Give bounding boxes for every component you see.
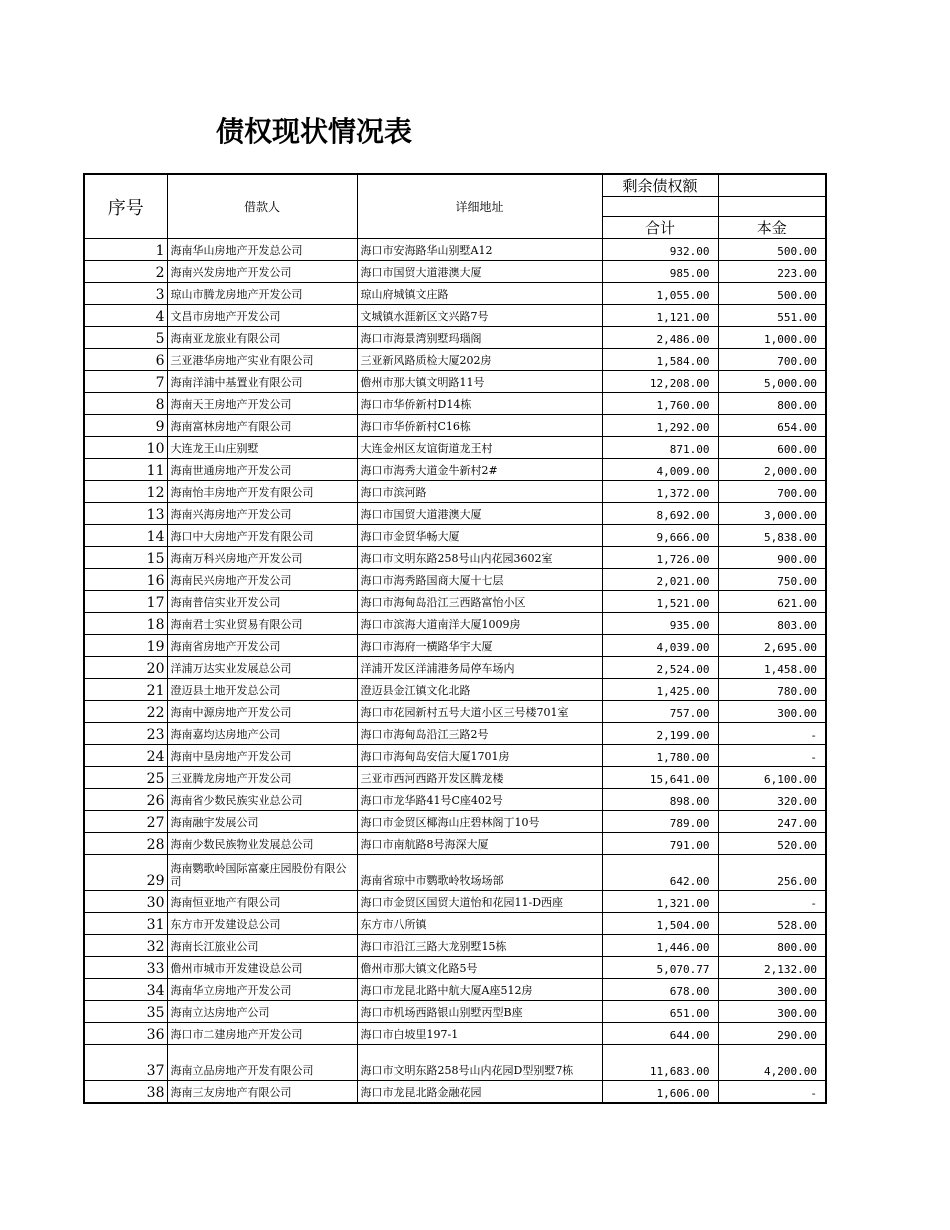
total-cell: 678.00 [602, 979, 718, 1001]
total-cell: 9,666.00 [602, 525, 718, 547]
table-row [84, 1045, 826, 1081]
page-title: 债权现状情况表 [215, 115, 412, 148]
table-row [84, 349, 826, 371]
borrower-cell: 海南民兴房地产开发公司 [167, 569, 357, 591]
header-remaining: 剩余债权额 [602, 174, 718, 197]
borrower-cell: 海南长江旅业公司 [167, 935, 357, 957]
row-number: 30 [84, 891, 167, 913]
row-number: 13 [84, 503, 167, 525]
address-cell: 海口市文明东路258号山内花园3602室 [357, 547, 602, 569]
principal-cell: - [718, 1081, 826, 1103]
borrower-cell: 海南天王房地产开发公司 [167, 393, 357, 415]
address-cell: 海口市国贸大道港澳大厦 [357, 261, 602, 283]
principal-cell: 2,132.00 [718, 957, 826, 979]
table-row [84, 833, 826, 855]
total-cell: 1,055.00 [602, 283, 718, 305]
header-principal: 本金 [718, 217, 826, 239]
row-number: 28 [84, 833, 167, 855]
table-row [84, 459, 826, 481]
row-number: 27 [84, 811, 167, 833]
total-cell: 12,208.00 [602, 371, 718, 393]
page-title-clip [82, 110, 412, 154]
address-cell: 海口市机场西路银山别墅丙型B座 [357, 1001, 602, 1023]
principal-cell: 4,200.00 [718, 1045, 826, 1081]
total-cell: 2,486.00 [602, 327, 718, 349]
borrower-cell: 三亚港华房地产实业有限公司 [167, 349, 357, 371]
row-number: 24 [84, 745, 167, 767]
table-row [84, 891, 826, 913]
table-row [84, 789, 826, 811]
principal-cell: 800.00 [718, 393, 826, 415]
row-number: 14 [84, 525, 167, 547]
principal-cell: 900.00 [718, 547, 826, 569]
table-header [84, 174, 826, 239]
table-row [84, 635, 826, 657]
header-total: 合计 [602, 217, 718, 239]
principal-cell: 2,695.00 [718, 635, 826, 657]
address-cell: 儋州市那大镇文明路11号 [357, 371, 602, 393]
principal-cell: 1,458.00 [718, 657, 826, 679]
principal-cell: 520.00 [718, 833, 826, 855]
principal-cell: - [718, 745, 826, 767]
borrower-cell: 海南富林房地产有限公司 [167, 415, 357, 437]
total-cell: 1,504.00 [602, 913, 718, 935]
borrower-cell: 海南世通房地产开发公司 [167, 459, 357, 481]
total-cell: 2,524.00 [602, 657, 718, 679]
borrower-cell: 海南亚龙旅业有限公司 [167, 327, 357, 349]
row-number: 8 [84, 393, 167, 415]
borrower-cell: 海南兴海房地产开发公司 [167, 503, 357, 525]
borrower-cell: 澄迈县土地开发总公司 [167, 679, 357, 701]
row-number: 23 [84, 723, 167, 745]
address-cell: 海口市海甸岛安信大厦1701房 [357, 745, 602, 767]
principal-cell: 5,838.00 [718, 525, 826, 547]
row-number: 33 [84, 957, 167, 979]
row-number: 11 [84, 459, 167, 481]
address-cell: 海口市滨河路 [357, 481, 602, 503]
row-number: 17 [84, 591, 167, 613]
borrower-cell: 东方市开发建设总公司 [167, 913, 357, 935]
principal-cell: 500.00 [718, 239, 826, 261]
row-number: 4 [84, 305, 167, 327]
borrower-cell: 海南普信实业开发公司 [167, 591, 357, 613]
table-row [84, 261, 826, 283]
borrower-cell: 海南三友房地产有限公司 [167, 1081, 357, 1103]
table-row [84, 613, 826, 635]
address-cell: 海口市金贸华畅大厦 [357, 525, 602, 547]
total-cell: 1,425.00 [602, 679, 718, 701]
row-number: 19 [84, 635, 167, 657]
row-number: 25 [84, 767, 167, 789]
borrower-cell: 海南立达房地产公司 [167, 1001, 357, 1023]
address-cell: 海口市华侨新村C16栋 [357, 415, 602, 437]
total-cell: 642.00 [602, 855, 718, 891]
borrower-cell: 海南恒亚地产有限公司 [167, 891, 357, 913]
table-row [84, 239, 826, 261]
table-row [84, 569, 826, 591]
total-cell: 651.00 [602, 1001, 718, 1023]
table-row [84, 547, 826, 569]
address-cell: 琼山府城镇文庄路 [357, 283, 602, 305]
table-row [84, 657, 826, 679]
borrower-cell: 三亚腾龙房地产开发公司 [167, 767, 357, 789]
principal-cell: 621.00 [718, 591, 826, 613]
total-cell: 4,039.00 [602, 635, 718, 657]
header-blank-3 [718, 197, 826, 217]
table-row [84, 855, 826, 891]
address-cell: 海口市海秀路国商大厦十七层 [357, 569, 602, 591]
address-cell: 海口市白坡里197-1 [357, 1023, 602, 1045]
principal-cell: 750.00 [718, 569, 826, 591]
borrower-cell: 海南万科兴房地产开发公司 [167, 547, 357, 569]
total-cell: 1,446.00 [602, 935, 718, 957]
borrower-cell: 文昌市房地产开发公司 [167, 305, 357, 327]
table-row [84, 979, 826, 1001]
total-cell: 1,780.00 [602, 745, 718, 767]
total-cell: 5,070.77 [602, 957, 718, 979]
address-cell: 海口市龙华路41号C座402号 [357, 789, 602, 811]
row-number: 22 [84, 701, 167, 723]
table-row [84, 393, 826, 415]
total-cell: 985.00 [602, 261, 718, 283]
total-cell: 1,760.00 [602, 393, 718, 415]
table-row [84, 767, 826, 789]
address-cell: 海口市国贸大道港澳大厦 [357, 503, 602, 525]
table-row [84, 723, 826, 745]
address-cell: 澄迈县金江镇文化北路 [357, 679, 602, 701]
address-cell: 儋州市那大镇文化路5号 [357, 957, 602, 979]
total-cell: 1,584.00 [602, 349, 718, 371]
address-cell: 海口市华侨新村D14栋 [357, 393, 602, 415]
principal-cell: 528.00 [718, 913, 826, 935]
address-cell: 海口市金贸区椰海山庄碧林阁丁10号 [357, 811, 602, 833]
principal-cell: 320.00 [718, 789, 826, 811]
row-number: 29 [84, 855, 167, 891]
address-cell: 海口市龙昆北路中航大厦A座512房 [357, 979, 602, 1001]
row-number: 37 [84, 1045, 167, 1081]
borrower-cell: 海南鹦歌岭国际富豪庄园股份有限公司 [167, 855, 357, 891]
address-cell: 三亚市西河西路开发区腾龙楼 [357, 767, 602, 789]
total-cell: 1,606.00 [602, 1081, 718, 1103]
total-cell: 898.00 [602, 789, 718, 811]
principal-cell: 223.00 [718, 261, 826, 283]
header-blank-2 [602, 197, 718, 217]
principal-cell: - [718, 723, 826, 745]
total-cell: 789.00 [602, 811, 718, 833]
principal-cell: 6,100.00 [718, 767, 826, 789]
address-cell: 东方市八所镇 [357, 913, 602, 935]
table-body [84, 239, 826, 1103]
borrower-cell: 海南兴发房地产开发公司 [167, 261, 357, 283]
total-cell: 757.00 [602, 701, 718, 723]
principal-cell: 1,000.00 [718, 327, 826, 349]
table-row [84, 481, 826, 503]
borrower-cell: 海南华立房地产开发公司 [167, 979, 357, 1001]
principal-cell: 654.00 [718, 415, 826, 437]
borrower-cell: 海南君士实业贸易有限公司 [167, 613, 357, 635]
total-cell: 1,521.00 [602, 591, 718, 613]
address-cell: 海口市海景湾别墅玛瑙阁 [357, 327, 602, 349]
table-row [84, 935, 826, 957]
address-cell: 海口市花园新村五号大道小区三号楼701室 [357, 701, 602, 723]
total-cell: 871.00 [602, 437, 718, 459]
row-number: 9 [84, 415, 167, 437]
table-row [84, 745, 826, 767]
principal-cell: 300.00 [718, 1001, 826, 1023]
total-cell: 2,199.00 [602, 723, 718, 745]
table-row [84, 415, 826, 437]
borrower-cell: 海南省少数民族实业总公司 [167, 789, 357, 811]
principal-cell: 5,000.00 [718, 371, 826, 393]
address-cell: 海口市金贸区国贸大道怡和花园11-D西座 [357, 891, 602, 913]
principal-cell: 803.00 [718, 613, 826, 635]
borrower-cell: 海南怡丰房地产开发有限公司 [167, 481, 357, 503]
table-row [84, 957, 826, 979]
address-cell: 大连金州区友谊街道龙王村 [357, 437, 602, 459]
row-number: 2 [84, 261, 167, 283]
borrower-cell: 海南洋浦中基置业有限公司 [167, 371, 357, 393]
address-cell: 海口市海府一横路华宇大厦 [357, 635, 602, 657]
header-address: 详细地址 [357, 174, 602, 239]
borrower-cell: 海口中大房地产开发有限公司 [167, 525, 357, 547]
row-number: 32 [84, 935, 167, 957]
principal-cell: 800.00 [718, 935, 826, 957]
row-number: 21 [84, 679, 167, 701]
row-number: 38 [84, 1081, 167, 1103]
table-row [84, 525, 826, 547]
address-cell: 海口市沿江三路大龙别墅15栋 [357, 935, 602, 957]
address-cell: 洋浦开发区洋浦港务局停车场内 [357, 657, 602, 679]
principal-cell: - [718, 891, 826, 913]
table-row [84, 1001, 826, 1023]
address-cell: 海口市滨海大道南洋大厦1009房 [357, 613, 602, 635]
borrower-cell: 海南华山房地产开发总公司 [167, 239, 357, 261]
table-row [84, 811, 826, 833]
row-number: 35 [84, 1001, 167, 1023]
address-cell: 三亚新风路质检大厦202房 [357, 349, 602, 371]
header-borrower: 借款人 [167, 174, 357, 239]
row-number: 20 [84, 657, 167, 679]
total-cell: 644.00 [602, 1023, 718, 1045]
row-number: 10 [84, 437, 167, 459]
table-row [84, 679, 826, 701]
borrower-cell: 海南融宇发展公司 [167, 811, 357, 833]
row-number: 15 [84, 547, 167, 569]
borrower-cell: 琼山市腾龙房地产开发公司 [167, 283, 357, 305]
principal-cell: 3,000.00 [718, 503, 826, 525]
address-cell: 海口市南航路8号海深大厦 [357, 833, 602, 855]
borrower-cell: 海南省房地产开发公司 [167, 635, 357, 657]
principal-cell: 256.00 [718, 855, 826, 891]
row-number: 16 [84, 569, 167, 591]
address-cell: 海口市安海路华山别墅A12 [357, 239, 602, 261]
principal-cell: 290.00 [718, 1023, 826, 1045]
borrower-cell: 大连龙王山庄别墅 [167, 437, 357, 459]
borrower-cell: 海南中垦房地产开发公司 [167, 745, 357, 767]
principal-cell: 600.00 [718, 437, 826, 459]
borrower-cell: 海南中源房地产开发公司 [167, 701, 357, 723]
total-cell: 8,692.00 [602, 503, 718, 525]
row-number: 18 [84, 613, 167, 635]
debt-table [83, 173, 827, 1104]
address-cell: 海南省琼中市鹦歌岭牧场场部 [357, 855, 602, 891]
borrower-cell: 海南立品房地产开发有限公司 [167, 1045, 357, 1081]
row-number: 6 [84, 349, 167, 371]
principal-cell: 700.00 [718, 481, 826, 503]
table-row [84, 1081, 826, 1103]
row-number: 31 [84, 913, 167, 935]
borrower-cell: 儋州市城市开发建设总公司 [167, 957, 357, 979]
total-cell: 15,641.00 [602, 767, 718, 789]
principal-cell: 700.00 [718, 349, 826, 371]
table-row [84, 283, 826, 305]
header-blank-1 [718, 174, 826, 197]
principal-cell: 247.00 [718, 811, 826, 833]
total-cell: 791.00 [602, 833, 718, 855]
total-cell: 11,683.00 [602, 1045, 718, 1081]
row-number: 3 [84, 283, 167, 305]
table-row [84, 371, 826, 393]
table-row [84, 437, 826, 459]
total-cell: 1,292.00 [602, 415, 718, 437]
address-cell: 文城镇水涯新区文兴路7号 [357, 305, 602, 327]
address-cell: 海口市海秀大道金牛新村2# [357, 459, 602, 481]
table-row [84, 913, 826, 935]
row-number: 36 [84, 1023, 167, 1045]
table-row [84, 305, 826, 327]
table-row [84, 591, 826, 613]
row-number: 26 [84, 789, 167, 811]
row-number: 5 [84, 327, 167, 349]
address-cell: 海口市龙昆北路金融花园 [357, 1081, 602, 1103]
table-row [84, 503, 826, 525]
principal-cell: 551.00 [718, 305, 826, 327]
address-cell: 海口市文明东路258号山内花园D型别墅7栋 [357, 1045, 602, 1081]
borrower-cell: 海口市二建房地产开发公司 [167, 1023, 357, 1045]
borrower-cell: 海南少数民族物业发展总公司 [167, 833, 357, 855]
principal-cell: 500.00 [718, 283, 826, 305]
principal-cell: 300.00 [718, 979, 826, 1001]
principal-cell: 2,000.00 [718, 459, 826, 481]
address-cell: 海口市海甸岛沿江三西路富怡小区 [357, 591, 602, 613]
borrower-cell: 海南嘉均达房地产公司 [167, 723, 357, 745]
principal-cell: 780.00 [718, 679, 826, 701]
row-number: 12 [84, 481, 167, 503]
row-number: 7 [84, 371, 167, 393]
total-cell: 2,021.00 [602, 569, 718, 591]
header-seq: 序号 [84, 174, 167, 239]
table-row [84, 327, 826, 349]
total-cell: 935.00 [602, 613, 718, 635]
total-cell: 1,321.00 [602, 891, 718, 913]
total-cell: 4,009.00 [602, 459, 718, 481]
total-cell: 932.00 [602, 239, 718, 261]
total-cell: 1,121.00 [602, 305, 718, 327]
table-row [84, 701, 826, 723]
principal-cell: 300.00 [718, 701, 826, 723]
borrower-cell: 洋浦万达实业发展总公司 [167, 657, 357, 679]
row-number: 34 [84, 979, 167, 1001]
total-cell: 1,372.00 [602, 481, 718, 503]
address-cell: 海口市海甸岛沿江三路2号 [357, 723, 602, 745]
total-cell: 1,726.00 [602, 547, 718, 569]
table-row [84, 1023, 826, 1045]
row-number: 1 [84, 239, 167, 261]
